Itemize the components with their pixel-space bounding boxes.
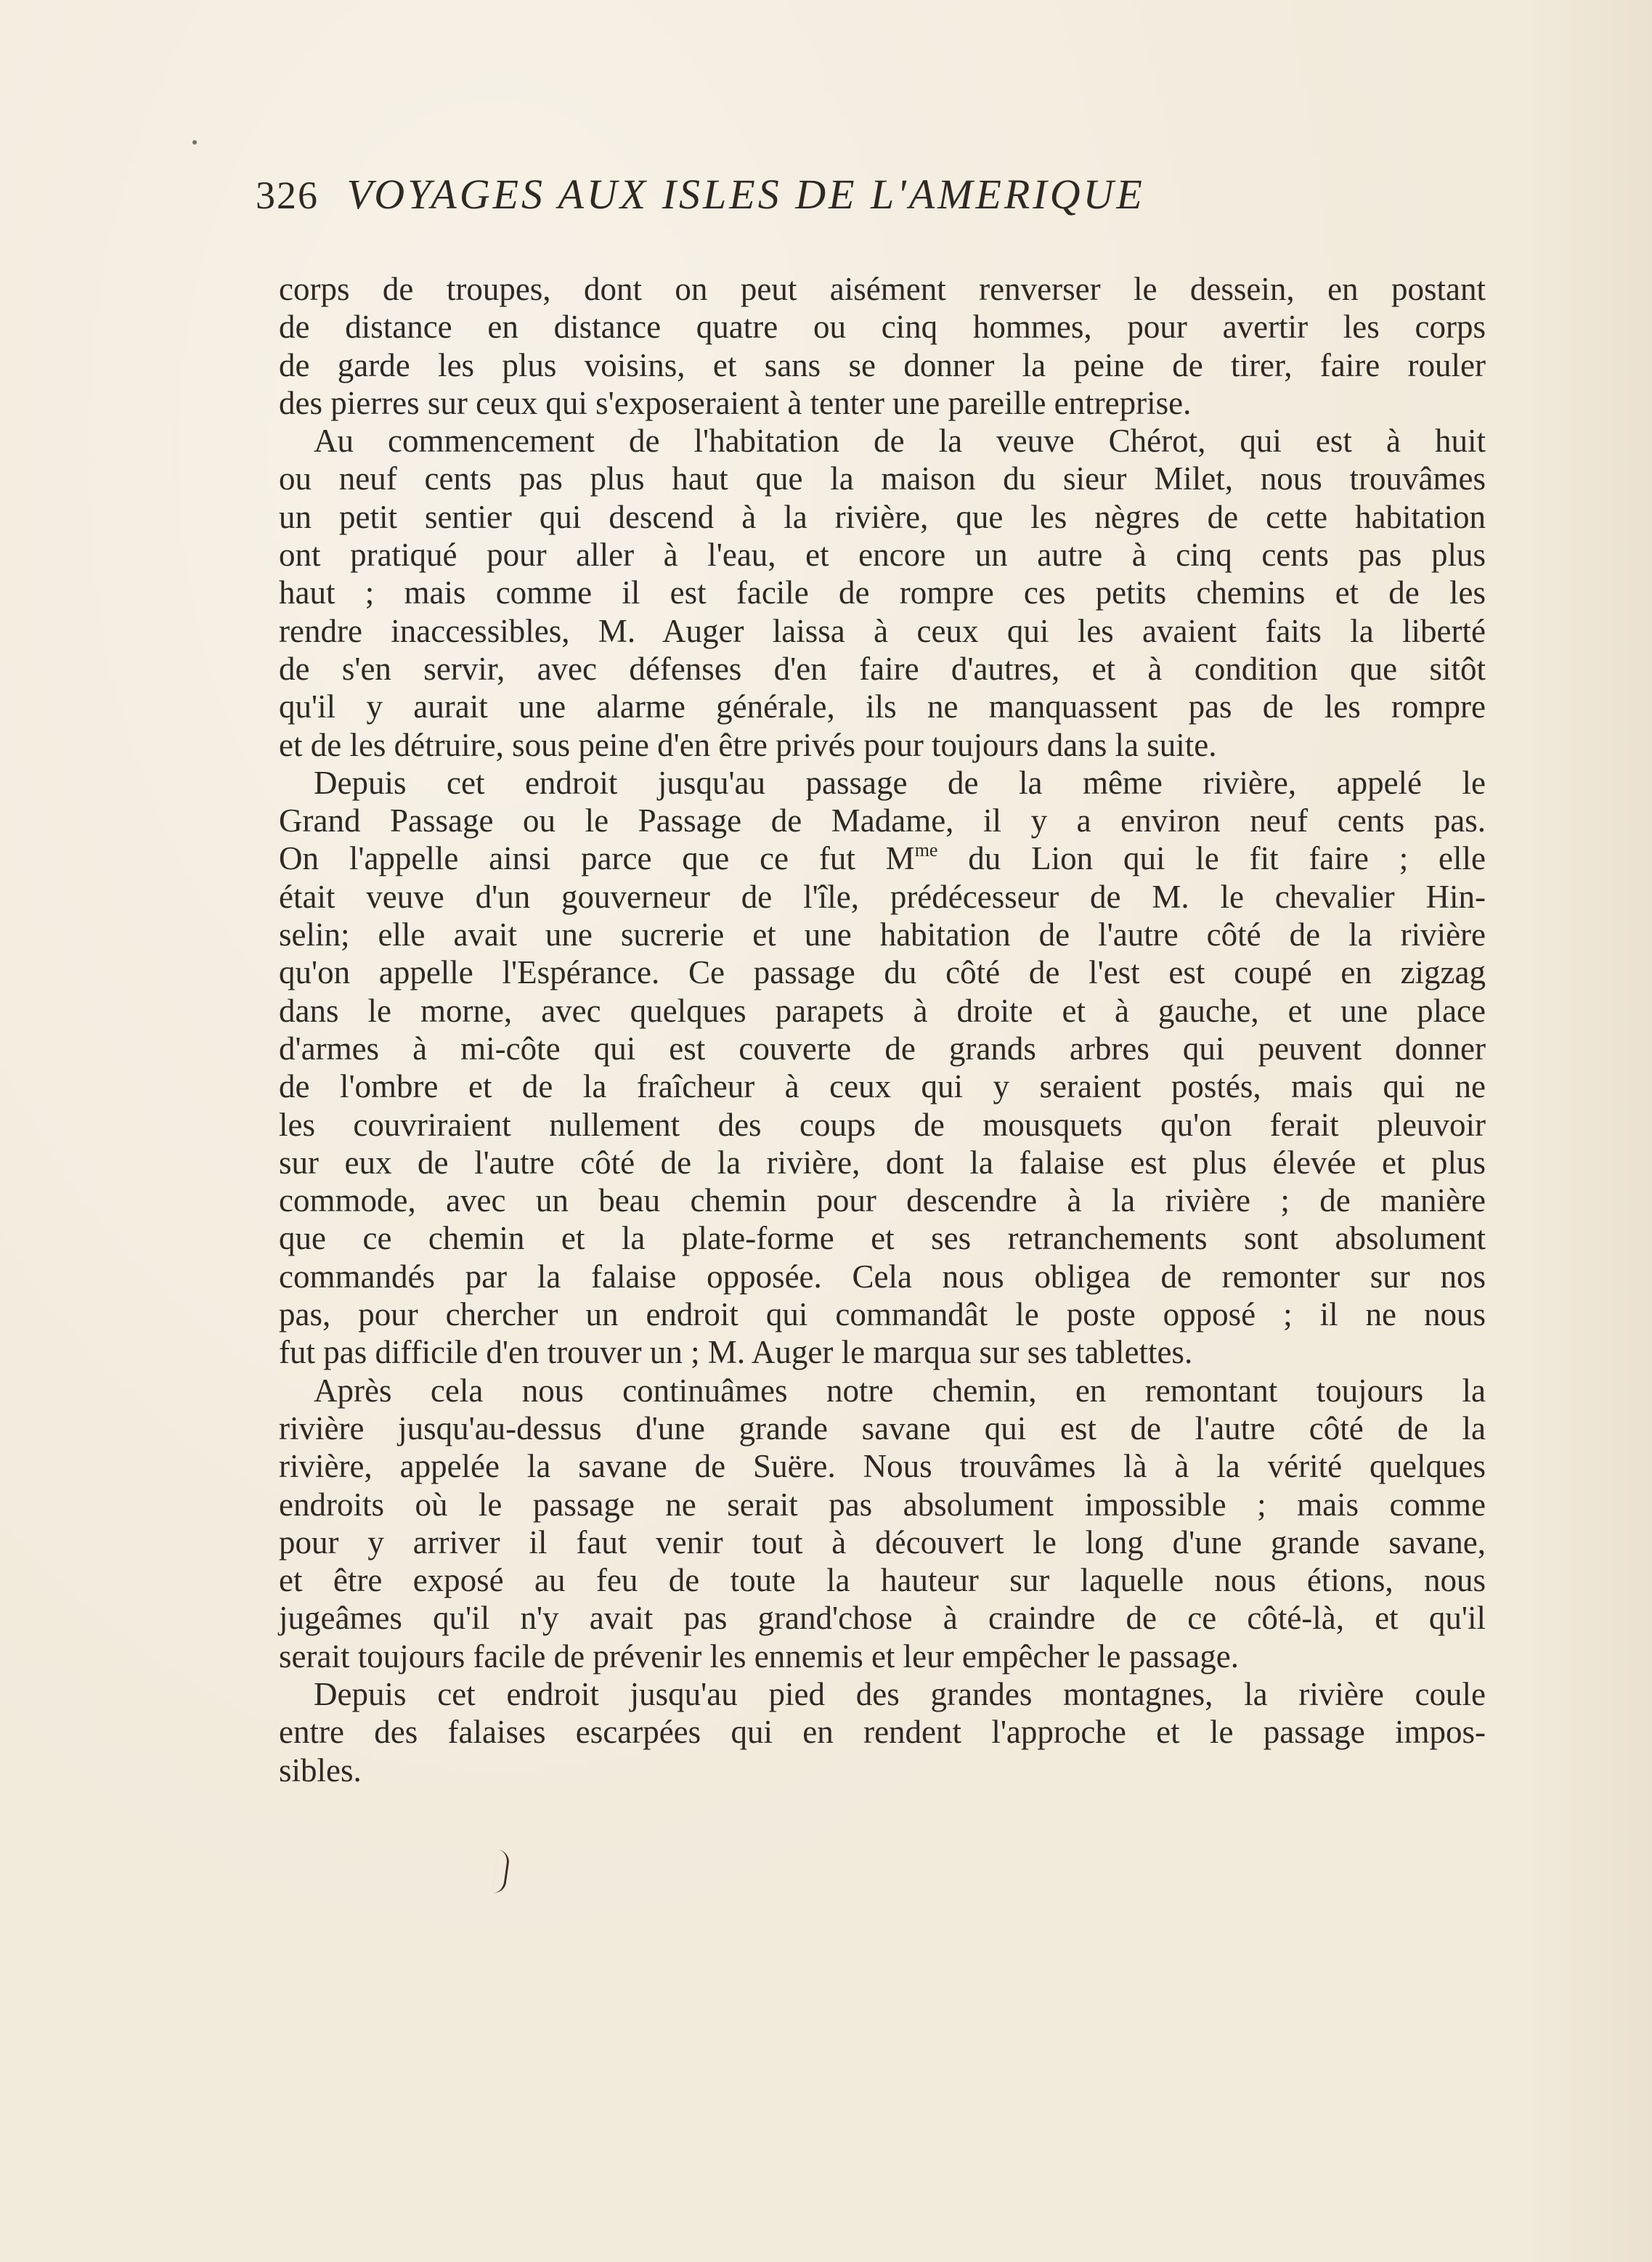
text-line-content: selin; elle avait une sucrerie et une habitation de l'autre côté de la rivière bbox=[279, 916, 1486, 953]
text-line bbox=[279, 1144, 1486, 1181]
text-line bbox=[279, 726, 1486, 764]
text-line bbox=[279, 1219, 1486, 1257]
text-line bbox=[279, 1447, 1486, 1485]
text-line bbox=[279, 916, 1486, 953]
text-line-content: sur eux de l'autre côté de la rivière, dont la falaise est plus élevée et plus bbox=[279, 1144, 1486, 1181]
text-line-content: jugeâmes qu'il n'y avait pas grand'chose à craindre de ce côté-là, et qu'il bbox=[279, 1600, 1486, 1637]
text-line bbox=[279, 1372, 1486, 1409]
text-line-content: sibles. bbox=[279, 1752, 362, 1789]
text-line-content: serait toujours facile de prévenir les ennemis et leur empêcher le passage. bbox=[279, 1637, 1239, 1675]
text-line-content: Après cela nous continuâmes notre chemin, en remontant toujours la bbox=[314, 1372, 1486, 1409]
text-line bbox=[279, 1752, 1486, 1789]
text-line bbox=[279, 498, 1486, 536]
text-line bbox=[279, 953, 1486, 991]
pencil-mark bbox=[492, 1850, 510, 1895]
running-title: VOYAGES AUX ISLES DE L'AMERIQUE bbox=[346, 171, 1145, 218]
text-line bbox=[279, 1409, 1486, 1447]
text-line-content: ou neuf cents pas plus haut que la maison du sieur Milet, nous trouvâmes bbox=[279, 460, 1486, 497]
margin-speck bbox=[192, 140, 197, 145]
text-line bbox=[279, 574, 1486, 611]
text-line-content: et de les détruire, sous peine d'en être privés pour toujours dans la suite. bbox=[279, 726, 1217, 763]
text-line-content: que ce chemin et la plate-forme et ses retranchements sont absolument bbox=[279, 1220, 1486, 1257]
text-line-content: Grand Passage ou le Passage de Madame, il y a environ neuf cents pas. bbox=[279, 802, 1486, 839]
running-head bbox=[256, 166, 1446, 224]
text-line bbox=[279, 802, 1486, 839]
text-line-content: haut ; mais comme il est facile de rompre ces petits chemins et de les bbox=[279, 574, 1486, 611]
text-line-content: de l'ombre et de la fraîcheur à ceux qui y seraient postés, mais qui ne bbox=[279, 1068, 1486, 1105]
text-line bbox=[279, 1333, 1486, 1371]
text-line-content: un petit sentier qui descend à la rivière, que les nègres de cette habitation bbox=[279, 498, 1486, 535]
text-line bbox=[279, 839, 1486, 877]
text-line-content: de distance en distance quatre ou cinq hommes, pour avertir les corps bbox=[279, 309, 1486, 346]
text-line bbox=[279, 1295, 1486, 1333]
text-line bbox=[279, 346, 1486, 384]
text-line-content: d'armes à mi-côte qui est couverte de grands arbres qui peuvent donner bbox=[279, 1030, 1486, 1067]
text-line-content: dans le morne, avec quelques parapets à droite et à gauche, et une place bbox=[279, 992, 1486, 1029]
text-line-content: entre des falaises escarpées qui en rendent l'approche et le passage impos- bbox=[279, 1714, 1486, 1751]
text-line-content: commode, avec un beau chemin pour descendre à la rivière ; de manière bbox=[279, 1182, 1486, 1219]
text-line bbox=[279, 1599, 1486, 1637]
text-line-content: qu'il y aurait une alarme générale, ils ne manquassent pas de les rompre bbox=[279, 688, 1486, 725]
text-line bbox=[279, 270, 1486, 308]
text-line-content: rivière, appelée la savane de Suëre. Nous trouvâmes là à la vérité quelques bbox=[279, 1448, 1486, 1485]
text-line bbox=[279, 460, 1486, 497]
text-line bbox=[279, 1675, 1486, 1713]
text-line-content: corps de troupes, dont on peut aisément renverser le dessein, en postant bbox=[279, 271, 1486, 307]
text-line bbox=[279, 612, 1486, 650]
text-line bbox=[279, 650, 1486, 688]
text-line bbox=[279, 536, 1486, 574]
page-number: 326 bbox=[256, 174, 319, 217]
text-line bbox=[279, 688, 1486, 725]
text-line-content: ont pratiqué pour aller à l'eau, et encore un autre à cinq cents pas plus bbox=[279, 537, 1486, 574]
text-line bbox=[279, 1067, 1486, 1105]
text-line bbox=[279, 1637, 1486, 1675]
text-line bbox=[279, 764, 1486, 802]
text-line bbox=[279, 1258, 1486, 1295]
text-line-content: On l'appelle ainsi parce que ce fut M bbox=[279, 840, 915, 877]
text-line bbox=[279, 992, 1486, 1030]
text-line bbox=[279, 1181, 1486, 1219]
text-line-continuation: du Lion qui le fit faire ; elle bbox=[937, 840, 1486, 877]
text-line-content: rendre inaccessibles, M. Auger laissa à ceux qui les avaient faits la liberté bbox=[279, 612, 1486, 649]
text-line-content: commandés par la falaise opposée. Cela nous obligea de remonter sur nos bbox=[279, 1258, 1486, 1295]
text-line bbox=[279, 422, 1486, 460]
text-line-content: Au commencement de l'habitation de la veuve Chérot, qui est à huit bbox=[314, 423, 1486, 460]
text-line-content: et être exposé au feu de toute la hauteur sur laquelle nous étions, nous bbox=[279, 1562, 1486, 1599]
text-line-content: était veuve d'un gouverneur de l'île, prédécesseur de M. le chevalier Hin- bbox=[279, 878, 1486, 915]
text-line-content: des pierres sur ceux qui s'exposeraient à tenter une pareille entreprise. bbox=[279, 384, 1192, 421]
text-line-content: pour y arriver il faut venir tout à découvert le long d'une grande savane, bbox=[279, 1523, 1486, 1561]
text-line bbox=[279, 1713, 1486, 1751]
text-line-content: endroits où le passage ne serait pas absolument impossible ; mais comme bbox=[279, 1486, 1486, 1523]
superscript: me bbox=[914, 839, 938, 861]
text-line bbox=[279, 1486, 1486, 1523]
text-line-content: de s'en servir, avec défenses d'en faire d'autres, et à condition que sitôt bbox=[279, 650, 1486, 687]
text-line bbox=[279, 1561, 1486, 1599]
body-text bbox=[279, 270, 1486, 1789]
text-line bbox=[279, 384, 1486, 422]
text-line bbox=[279, 1030, 1486, 1067]
text-line-content: de garde les plus voisins, et sans se donner la peine de tirer, faire rouler bbox=[279, 346, 1486, 383]
text-line bbox=[279, 878, 1486, 916]
text-line-content: Depuis cet endroit jusqu'au pied des grandes montagnes, la rivière coule bbox=[314, 1675, 1486, 1712]
text-line-content: les couvriraient nullement des coups de mousquets qu'on ferait pleuvoir bbox=[279, 1106, 1486, 1143]
text-line-content: Depuis cet endroit jusqu'au passage de la même rivière, appelé le bbox=[314, 764, 1486, 801]
text-line bbox=[279, 1523, 1486, 1561]
text-line-content: qu'on appelle l'Espérance. Ce passage du côté de l'est est coupé en zigzag bbox=[279, 954, 1486, 991]
text-line-content: fut pas difficile d'en trouver un ; M. Auger le marqua sur ses tablettes. bbox=[279, 1334, 1193, 1371]
text-line bbox=[279, 1106, 1486, 1144]
text-line-content: rivière jusqu'au-dessus d'une grande savane qui est de l'autre côté de la bbox=[279, 1409, 1486, 1447]
text-line-content: pas, pour chercher un endroit qui commandât le poste opposé ; il ne nous bbox=[279, 1296, 1486, 1333]
text-line bbox=[279, 308, 1486, 346]
